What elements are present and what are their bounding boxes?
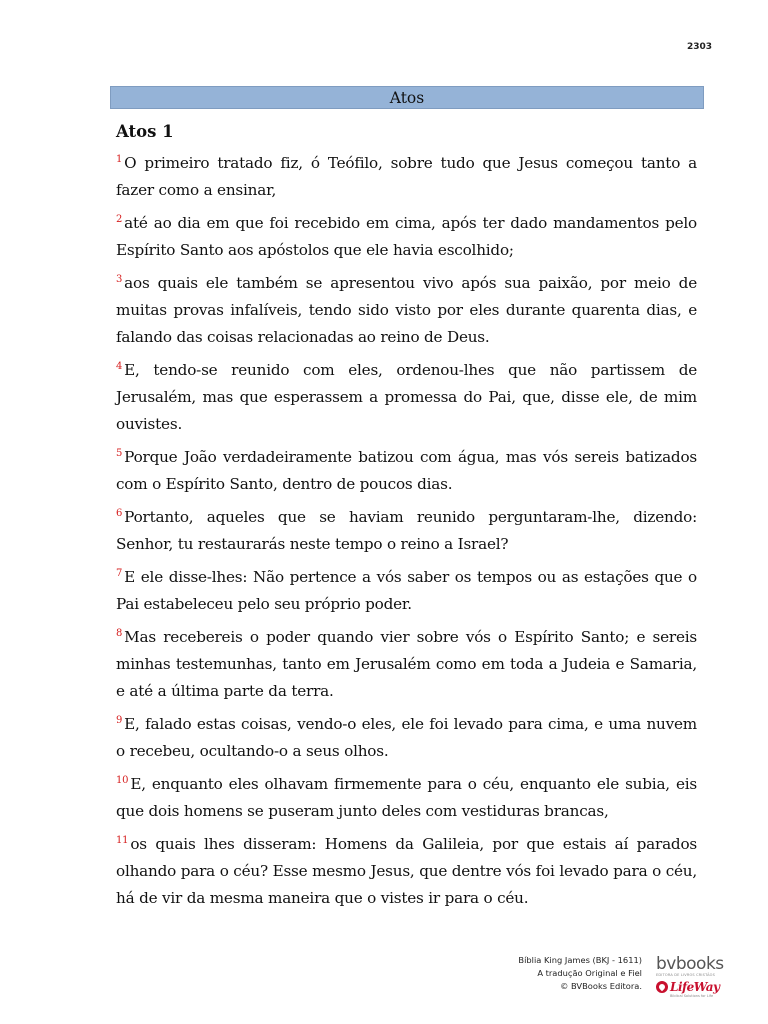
verse-text: até ao dia em que foi recebido em cima, após ter dado mandamentos pelo Espírito Santo aos apóstolos que ele havia escolhido; xyxy=(116,214,697,259)
lifeway-flame-icon xyxy=(656,981,668,993)
verse-number: 8 xyxy=(116,627,123,639)
verse-text: Mas recebereis o poder quando vier sobre vós o Espírito Santo; e sereis minhas testemunhas, tanto em Jerusalém como em toda a Judeia e Samaria, e até a última parte da terra. xyxy=(116,628,697,700)
lifeway-logo-text: LifeWay xyxy=(670,980,720,994)
verse-text: Portanto, aqueles que se haviam reunido perguntaram-lhe, dizendo: Senhor, tu restaurarás neste tempo o reino a Israel? xyxy=(116,508,697,553)
verse-number: 3 xyxy=(116,273,123,285)
verse xyxy=(116,564,697,618)
lifeway-logo xyxy=(656,980,730,994)
verse-number: 10 xyxy=(116,774,129,786)
verse xyxy=(116,711,697,765)
verse-number: 9 xyxy=(116,714,123,726)
verse-text: E, tendo-se reunido com eles, ordenou-lhes que não partissem de Jerusalém, mas que esperassem a promessa do Pai, que, disse ele, de mim ouvistes. xyxy=(116,361,697,433)
verse xyxy=(116,771,697,825)
verse xyxy=(116,357,697,438)
bvbooks-logo-subtitle: EDITORA DE LIVROS CRISTÃOS xyxy=(656,973,716,977)
chapter-title: Atos 1 xyxy=(116,122,174,141)
verse-text: Porque João verdadeiramente batizou com água, mas vós sereis batizados com o Espírito Santo, dentro de poucos dias. xyxy=(116,448,697,493)
page-number: 2303 xyxy=(686,42,712,52)
verse-text: aos quais ele também se apresentou vivo após sua paixão, por meio de muitas provas infalíveis, tendo sido visto por eles durante quarenta dias, e falando das coisas relacionadas ao reino de Deus. xyxy=(116,274,697,346)
verse-text: E ele disse-lhes: Não pertence a vós saber os tempos ou as estações que o Pai estabeleceu pelo seu próprio poder. xyxy=(116,568,697,613)
verse-number: 7 xyxy=(116,567,123,579)
verse-text: E, falado estas coisas, vendo-o eles, ele foi levado para cima, e uma nuvem o recebeu, ocultando-o a seus olhos. xyxy=(116,715,697,760)
footer-credits xyxy=(470,954,642,993)
verse xyxy=(116,831,697,912)
verse-number: 5 xyxy=(116,447,123,459)
verse-list xyxy=(116,150,697,918)
verse xyxy=(116,624,697,705)
footer-copyright: © BVBooks Editora. xyxy=(560,981,642,991)
verse-number: 11 xyxy=(116,834,129,846)
verse-number: 6 xyxy=(116,507,123,519)
verse xyxy=(116,270,697,351)
verse xyxy=(116,504,697,558)
verse-number: 2 xyxy=(116,213,123,225)
verse-text: E, enquanto eles olhavam firmemente para o céu, enquanto ele subia, eis que dois homens se puseram junto deles com vestiduras brancas, xyxy=(116,775,697,820)
verse-number: 1 xyxy=(116,153,123,165)
verse xyxy=(116,150,697,204)
publisher-logos xyxy=(656,955,730,999)
bvbooks-logo: bvbooks xyxy=(656,954,724,974)
verse-text: os quais lhes disseram: Homens da Galileia, por que estais aí parados olhando para o céu? Esse mesmo Jesus, que dentre vós foi levado para o céu, há de vir da mesma maneira que o vistes ir para o céu. xyxy=(116,835,697,907)
footer-tagline: A tradução Original e Fiel xyxy=(537,968,642,978)
book-header: Atos xyxy=(110,86,704,109)
verse xyxy=(116,210,697,264)
footer-bible-name: Bíblia King James (BKJ - 1611) xyxy=(518,955,642,965)
verse-text: O primeiro tratado fiz, ó Teófilo, sobre tudo que Jesus começou tanto a fazer como a ensinar, xyxy=(116,154,697,199)
verse-number: 4 xyxy=(116,360,123,372)
lifeway-logo-subtitle: Biblical Solutions for Life xyxy=(670,994,714,998)
verse xyxy=(116,444,697,498)
